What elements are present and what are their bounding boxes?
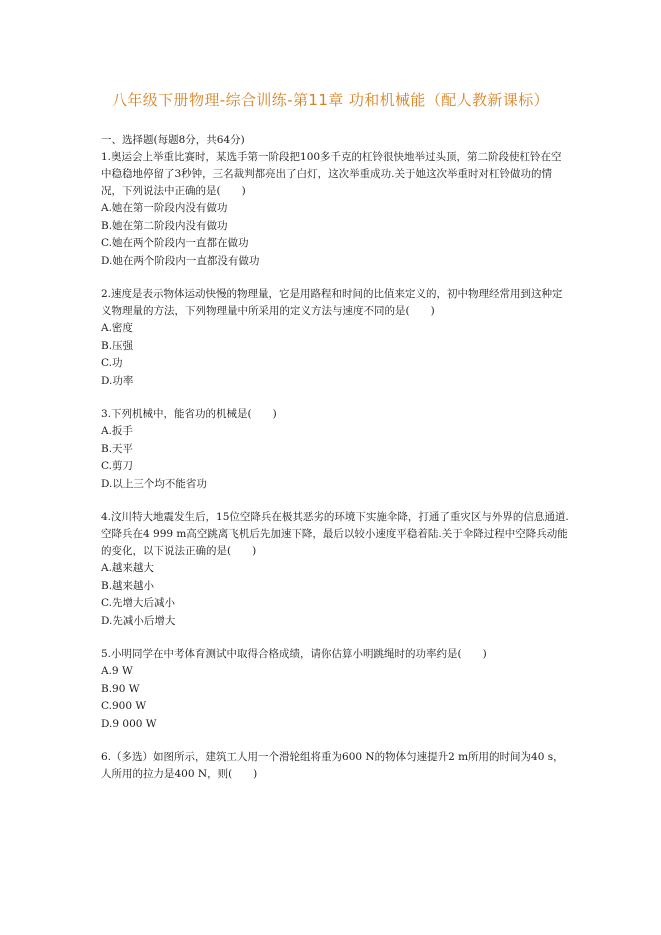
question-stem: 1.奥运会上举重比赛时，某选手第一阶段把100多千克的杠铃很快地举过头顶，第二阶段使杠铃在空中稳稳地停留了3秒钟，三名裁判都亮出了白灯，这次举重成功.关于她这次举重时对杠铃做功的情况，下列说法中正确的是( ) [101,151,562,197]
option-a: A.扳手 [101,425,133,437]
option-c: C.900 W [101,700,147,712]
document-body [101,132,571,799]
option-c: C.剪刀 [101,460,133,472]
question-5 [101,646,571,733]
option-b: B.越来越小 [101,579,155,592]
option-c: C.先增大后减小 [101,597,175,609]
option-a: A.越来越大 [101,562,154,574]
option-d: D.她在两个阶段内一直都没有做功 [101,254,260,267]
option-d: D.功率 [101,374,134,387]
option-c: C.她在两个阶段内一直都在做功 [101,237,249,249]
question-stem: 2.速度是表示物体运动快慢的物理量，它是用路程和时间的比值来定义的，初中物理经常用到这种定义物理量的方法，下列物理量中所采用的定义方法与速度不同的是( ) [101,288,563,317]
question-stem: 6.（多选）如图所示，建筑工人用一个滑轮组将重为600 N的物体匀速提升2 m所用的时间为40 s，人所用的拉力是400 N，则( ) [101,751,564,780]
question-6 [101,749,571,783]
option-c: C.功 [101,357,123,369]
question-2 [101,286,571,390]
option-b: B.压强 [101,339,134,352]
question-stem: 4.汶川特大地震发生后，15位空降兵在极其恶劣的环境下实施伞降，打通了重灾区与外界的信息通道.空降兵在4 999 m高空跳离飞机后先加速下降，最后以较小速度平稳着陆.关于伞降过程中空降兵动能的变化，以下说法正确的是( ) [101,511,569,557]
option-d: D.以上三个均不能省功 [101,477,207,490]
question-stem: 5.小明同学在中考体育测试中取得合格成绩，请你估算小明跳绳时的功率约是( ) [101,648,487,660]
question-4 [101,509,571,630]
option-d: D.9 000 W [101,717,157,730]
question-3 [101,406,571,493]
option-b: B.天平 [101,442,134,455]
option-a: A.她在第一阶段内没有做功 [101,202,228,214]
option-b: B.90 W [101,682,140,695]
option-a: A.9 W [101,665,133,677]
question-1 [101,149,571,270]
option-d: D.先减小后增大 [101,614,176,627]
option-b: B.她在第二阶段内没有做功 [101,219,228,232]
section-heading: 一、选择题(每题8分，共64分) [101,134,245,146]
question-stem: 3.下列机械中，能省功的机械是( ) [101,408,277,420]
option-a: A.密度 [101,322,133,334]
document-title: 八年级下册物理-综合训练-第11章 功和机械能（配人教新课标） [111,91,550,109]
